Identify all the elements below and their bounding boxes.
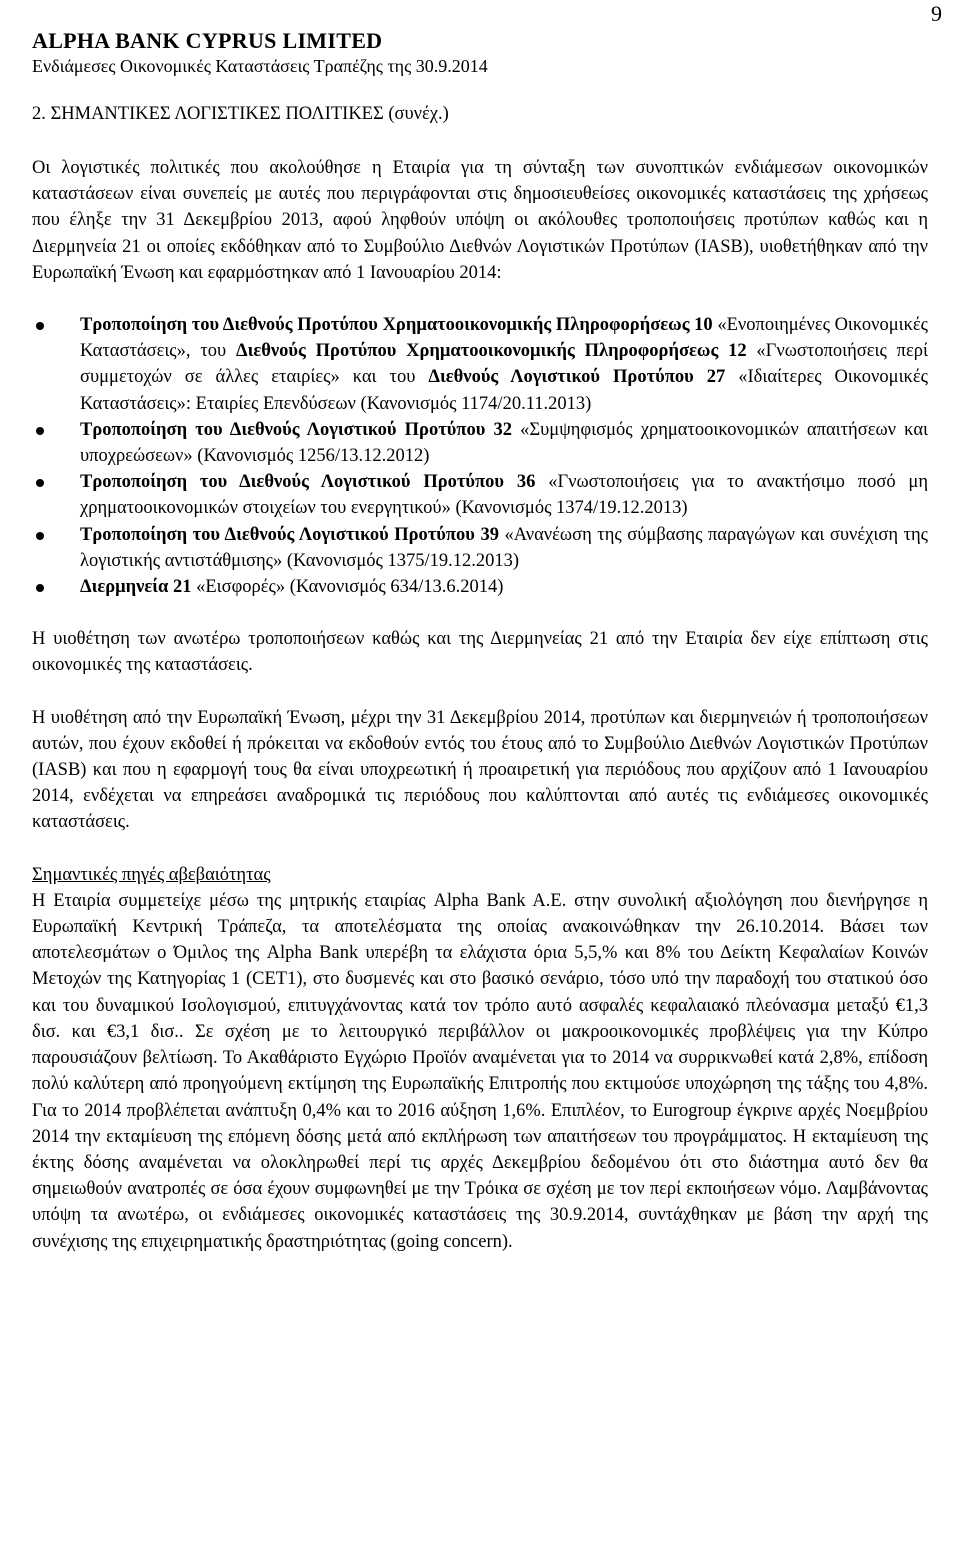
list-item xyxy=(32,417,928,469)
standard-description: «Ιδιαίτερες Οικονομικές Καταστάσεις»: Εταιρίες Επενδύσεων (Κανονισμός 1174/20.11.2013) xyxy=(80,367,928,414)
bullet-icon xyxy=(36,584,44,592)
adoption-paragraph: Η υιοθέτηση των ανωτέρω τροποποιήσεων καθώς και της Διερμηνείας 21 από την Εταιρία δεν είχε επίπτωση στις οικονομικές της καταστάσεις. xyxy=(32,629,928,676)
uncertainty-heading: Σημαντικές πηγές αβεβαιότητας xyxy=(32,864,271,885)
bullet-icon xyxy=(36,427,44,435)
standard-name: Διεθνούς Λογιστικού Προτύπου 27 xyxy=(428,367,726,388)
list-item xyxy=(32,522,928,574)
standard-name: Διεθνούς Προτύπου Χρηματοοικονομικής Πληροφορήσεως 12 xyxy=(236,341,747,362)
standard-name: Τροποποίηση του Διεθνούς Λογιστικού Προτύπου 36 xyxy=(80,472,536,493)
document-body xyxy=(32,101,928,1255)
standard-name: Τροποποίηση του Διεθνούς Λογιστικού Προτύπου 39 xyxy=(80,524,499,545)
document-header xyxy=(32,28,928,78)
standard-description: «Ανανέωση της σύμβασης παραγώγων και συνέχιση της λογιστικής αντιστάθμισης» (Κανονισμός 1375/19.12.2013) xyxy=(80,524,928,571)
bullet-icon xyxy=(36,322,44,330)
section-heading: 2. ΣΗΜΑΝΤΙΚΕΣ ΛΟΓΙΣΤΙΚΕΣ ΠΟΛΙΤΙΚΕΣ (συνέχ.) xyxy=(32,104,449,124)
standard-name: Τροποποίηση του Διεθνούς Προτύπου Χρηματοοικονομικής Πληροφορήσεως 10 xyxy=(80,315,713,336)
list-item xyxy=(32,469,928,521)
standard-description: «Γνωστοποιήσεις περί συμμετοχών σε άλλες εταιρίες» και του xyxy=(80,341,928,388)
standard-description: «Ενοποιημένες Οικονομικές Καταστάσεις», του xyxy=(80,315,929,362)
list-item xyxy=(32,312,928,417)
bullet-icon xyxy=(36,532,44,540)
uncertainty-text: Η Εταιρία συμμετείχε μέσω της μητρικής εταιρίας Alpha Bank A.E. στην συνολική αξιολόγηση που διενήργησε η Ευρωπαϊκή Κεντρική Τράπεζα, τα αποτελέσματα της οποίας ανακοινώθηκαν την 26.10.2014. Βάσει των αποτελεσμάτων ο Όμιλος της Alpha Bank υπερέβη τα ελάχιστα όρια 5,5,% και 8% του Δείκτη Κεφαλαίων Κοινών Μετοχών της Κατηγορίας 1 (CET1), στο δυσμενές και στο βασικό σενάριο, τόσο υπό την παραδοχή του στατικού όσο και του δυναμικού Ισολογισμού, επιτυγχάνοντας κατά τον τρόπο αυτό ασφαλές κεφαλαιακό πλεόνασμα μεταξύ €1,3 δισ. και €3,1 δισ.. Σε σχέση με το λειτουργικό περιβάλλον οι μακροοικονομικές προβλέψεις για την Κύπρο παρουσιάζουν βελτίωση. Το Ακαθάριστο Εγχώριο Προϊόν αναμένεται για το 2014 να συρρικνωθεί κατά 2,8%, επίδοση πολύ καλύτερη από προηγούμενη εκτίμηση της Ευρωπαϊκής Επιτροπής που εκτιμούσε υποχώρηση της τάξης του 4,8%. Για το 2014 προβλέπεται ανάπτυξη 0,4% και το 2016 αύξηση 1,6%. Επιπλέον, το Eurogroup έγκρινε αρχές Νοεμβρίου 2014 την εκταμίευση της επόμενη δόσης μετά από εκπλήρωση των απαιτήσεων του προγράμματος. Η εκταμίευση της έκτης δόσης αναμένεται να ολοκληρωθεί περί τις αρχές Δεκεμβρίου δεδομένου ότι στο διάστημα αυτό δεν θα σημειωθούν ανατροπές σε όσα έχουν συμφωνηθεί με την Τρόικα σε σχέση με τον περί εκποιήσεων νόμο. Λαμβάνοντας υπόψη τα ανωτέρω, οι ενδιάμεσες οικονομικές καταστάσεις της 30.9.2014, συντάχθηκαν με βάση την αρχή της συνέχισης της επιχειρηματικής δραστηριότητας (going concern). xyxy=(32,890,928,1252)
standard-name: Τροποποίηση του Διεθνούς Λογιστικού Προτύπου 32 xyxy=(80,419,512,440)
standard-name: Διερμηνεία 21 xyxy=(80,577,192,598)
document-subtitle: Ενδιάμεσες Οικονομικές Καταστάσεις Τραπέζης της 30.9.2014 xyxy=(32,56,488,76)
bullet-icon xyxy=(36,479,44,487)
company-name: ALPHA BANK CYPRUS LIMITED xyxy=(32,28,383,53)
list-item xyxy=(32,574,928,600)
pending-standards-paragraph: Η υιοθέτηση από την Ευρωπαϊκή Ένωση, μέχρι την 31 Δεκεμβρίου 2014, προτύπων και διερμηνειών ή τροποποιήσεων αυτών, που έχουν εκδοθεί ή πρόκειται να εκδοθούν εντός του έτους από το Συμβούλιο Διεθνών Λογιστικών Προτύπων (IASB) και που η εφαρμογή τους θα είναι υποχρεωτική ή προαιρετική για περιόδους που αρχίζουν από 1 Ιανουαρίου 2014, ενδέχεται να επηρεάσει αναδρομικά τις περιόδους που καλύπτονται από αυτές τις ενδιάμεσες οικονομικές καταστάσεις. xyxy=(32,707,928,833)
page-number: 9 xyxy=(931,1,942,26)
standard-description: «Εισφορές» (Κανονισμός 634/13.6.2014) xyxy=(191,577,504,598)
standard-description: «Συμψηφισμός χρηματοοικονομικών απαιτήσεων και υποχρεώσεων» (Κανονισμός 1256/13.12.2012) xyxy=(80,419,928,467)
intro-paragraph: Οι λογιστικές πολιτικές που ακολούθησε η Εταιρία για τη σύνταξη των συνοπτικών ενδιάμεσων οικονομικών καταστάσεων είναι συνεπείς με αυτές που περιγράφονται στις δημοσιευθείσες οικονομικές καταστάσεις της χρήσεως που έληξε την 31 Δεκεμβρίου 2013, αφού ληφθούν υπόψη οι ακόλουθες τροποποιήσεις προτύπων καθώς και η Διερμηνεία 21 οι οποίες εκδόθηκαν από το Συμβούλιο Διεθνών Λογιστικών Προτύπων (IASB), υιοθετήθηκαν από την Ευρωπαϊκή Ένωση και εφαρμόστηκαν από 1 Ιανουαρίου 2014: xyxy=(32,158,928,283)
standard-description: «Γνωστοποιήσεις για το ανακτήσιμο ποσό μη χρηματοοικονομικών στοιχείων του ενεργητικού» (Κανονισμός 1374/19.12.2013) xyxy=(80,472,929,519)
amendments-list xyxy=(32,312,928,600)
uncertainty-section xyxy=(32,862,928,1255)
